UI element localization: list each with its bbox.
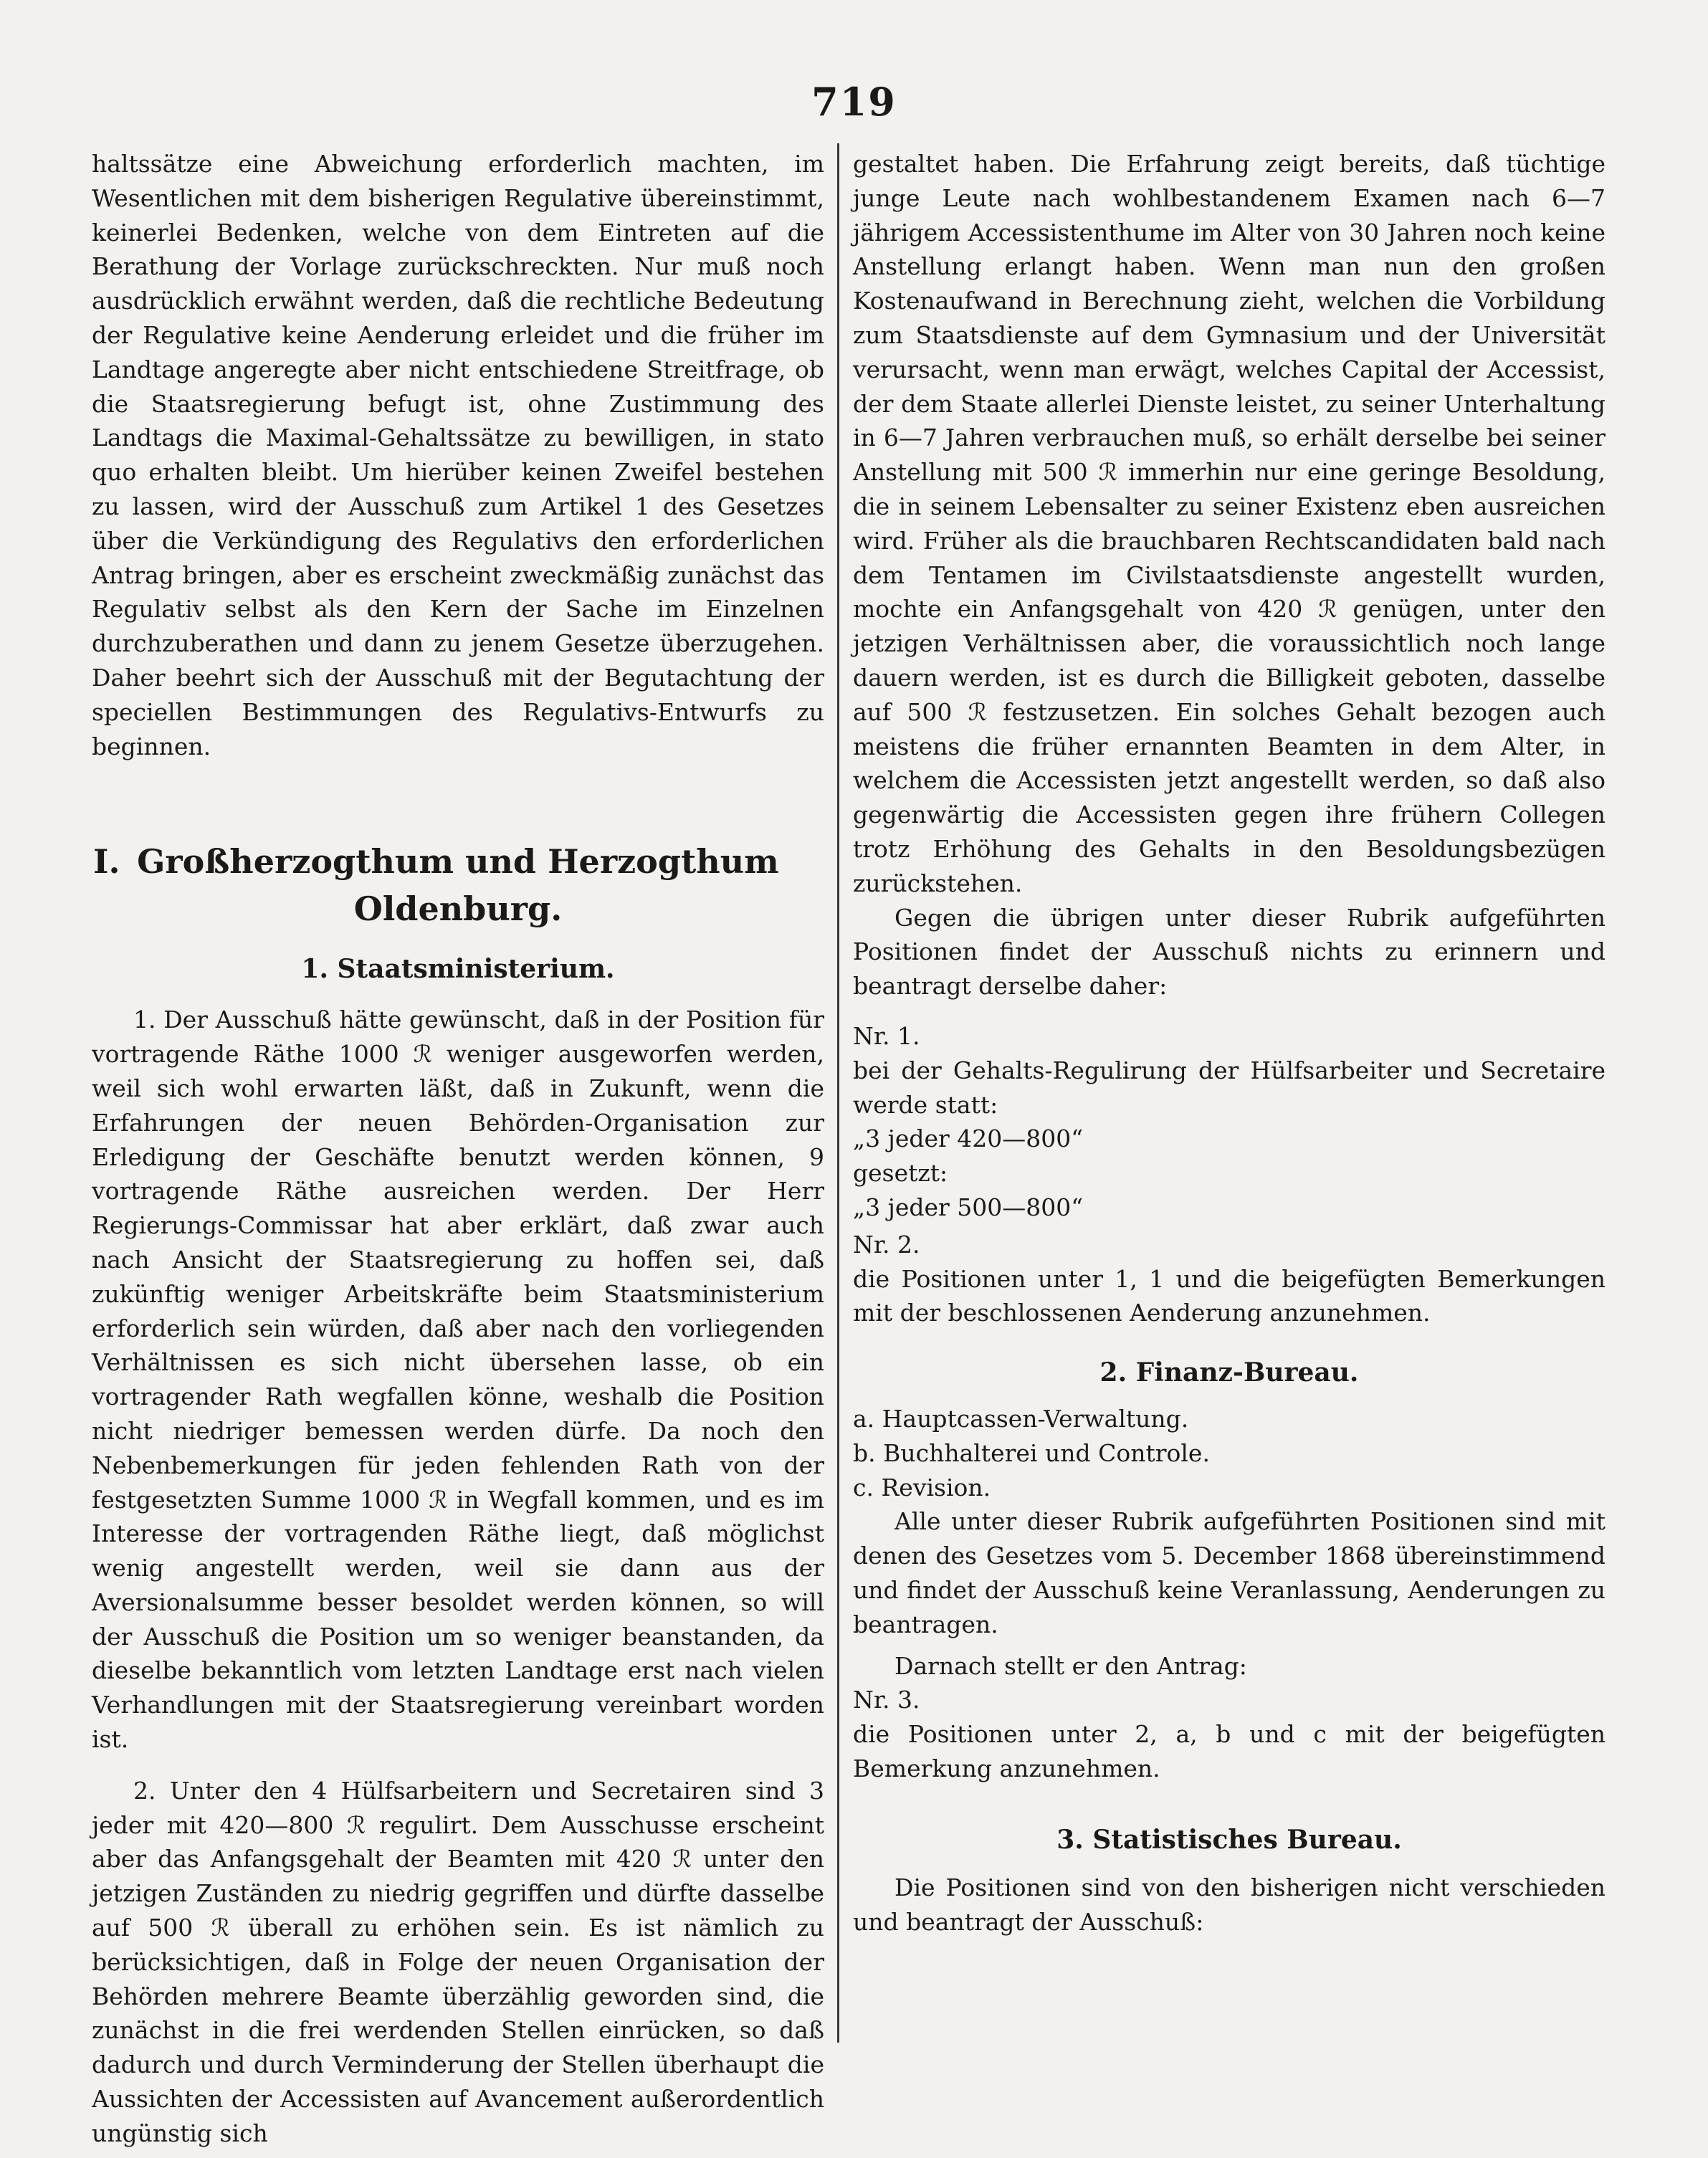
motion-3-text: die Positionen unter 2, a, b und c mit der beigefügten Bemerkung anzunehmen. [853, 1720, 1606, 1783]
right-paragraph-3: Alle unter dieser Rubrik aufgeführten Positionen sind mit denen des Gesetzes vom 5. December 1868 übereinstimmend und findet der Ausschuß keine Veranlassung, Aenderungen zu beantragen. [853, 1507, 1606, 1638]
motion-2-text: die Positionen unter 1, 1 und die beigefügten Bemerkungen mit der beschlossenen Aenderung anzunehmen. [853, 1264, 1606, 1327]
subsection-2-heading: 2. Finanz-Bureau. [1099, 1357, 1359, 1388]
motion-1-quote-new: „3 jeder 500—800“ [853, 1193, 1084, 1221]
list-item-b: b. Buchhalterei und Controle. [853, 1438, 1210, 1467]
section-number: I. [93, 842, 120, 882]
right-paragraph-1: gestaltet haben. Die Erfahrung zeigt bereits, daß tüchtige junge Leute nach wohlbestandenem Examen nach 6—7 jährigem Accessistenthume im Alter von 30 Jahren noch keine Anstellung erlangt haben. Wenn man nun den großen Kostenaufwand in Berechnung zieht, welchen die Vorbildung zum Staatsdienste auf dem Gymnasium und der Universität verursacht, wenn man erwägt, welches Capital der Accessist, der dem Staate allerlei Dienste leistet, zu seiner Unterhaltung in 6—7 Jahren verbrauchen muß, so erhält derselbe bei seiner Anstellung mit 500 ℛ immerhin nur eine geringe Besoldung, die in seinem Lebensalter zu seiner Existenz eben ausreichen wird. Früher als die brauchbaren Rechtscandidaten bald nach dem Tentamen im Civilstaatsdienste angestellt wurden, mochte ein Anfangsgehalt von 420 ℛ genügen, unter den jetzigen Verhältnissen aber, die voraussichtlich noch lange dauern werden, ist es durch die Billigkeit geboten, dasselbe auf 500 ℛ festzusetzen. Ein solches Gehalt bezogen auch meistens die früher ernannten Beamten in dem Alter, in welchem die Accessisten jetzt angestellt werden, so daß also gegenwärtig die Accessisten gegen ihre frühern Collegen trotz Erhöhung des Gehalts in den Besoldungsbezügen zurückstehen. [853, 150, 1606, 897]
subsection-heading: 1. Staatsministerium. [301, 954, 615, 985]
list-item-a: a. Hauptcassen-Verwaltung. [853, 1405, 1189, 1433]
left-column [92, 147, 824, 2151]
paragraph-1: 1. Der Ausschuß hätte gewünscht, daß in der Position für vortragende Räthe 1000 ℛ weniger ausgeworfen werden, weil sich wohl erwarten läßt, daß in Zukunft, wenn die Erfahrungen der neuen Behörden-Organisation zur Erledigung der Geschäfte benutzt werden können, 9 vortragende Räthe ausreichen werden. Der Herr Regierungs-Commissar hat aber erklärt, daß zwar auch nach Ansicht der Staatsregierung zu hoffen sei, daß zukünftig weniger Arbeitskräfte beim Staatsministerium erforderlich sein würden, daß aber nach den vorliegenden Verhältnissen es sich nicht übersehen lasse, ob ein vortragender Rath wegfallen könne, weshalb die Position nicht niedriger bemessen werden dürfe. Da noch den Nebenbemerkungen für jeden fehlenden Rath von der festgesetzten Summe 1000 ℛ in Wegfall kommen, und es im Interesse der vortragenden Räthe liegt, daß möglichst wenig angestellt werden, weil sie dann aus der Aversionalsumme besser besoldet werden können, so will der Ausschuß die Position um so weniger beanstanden, da dieselbe bekanntlich vom letzten Landtage erst nach vielen Verhandlungen mit der Staatsregierung vereinbart worden ist. [92, 1006, 824, 1754]
motion-1-text: bei der Gehalts-Regulirung der Hülfsarbeiter und Secretaire werde statt: [853, 1056, 1606, 1119]
column-divider [837, 143, 839, 2043]
list-item-c: c. Revision. [853, 1473, 991, 1501]
motion-2-label: Nr. 2. [853, 1230, 920, 1259]
paragraph-2: 2. Unter den 4 Hülfsarbeitern und Secretairen sind 3 jeder mit 420—800 ℛ regulirt. Dem Ausschusse erscheint aber das Anfangsgehalt der Beamten mit 420 ℛ unter den jetzigen Zuständen zu niedrig gegriffen und dürfte dasselbe auf 500 ℛ überall zu erhöhen sein. Es ist nämlich zu berücksichtigen, daß in Folge der neuen Organisation der Behörden mehrere Beamte überzählig geworden sind, die zunächst in die frei werdenden Stellen einrücken, so daß dadurch und durch Verminderung der Stellen überhaupt die Aussichten der Accessisten auf Avancement außerordentlich ungünstig sich [92, 1776, 824, 2147]
right-paragraph-5: Die Positionen sind von den bisherigen nicht verschieden und beantragt der Ausschuß: [853, 1873, 1606, 1936]
section-title-line1: Großherzogthum und Herzogthum [137, 842, 779, 882]
motion-1-gesetzt: gesetzt: [853, 1159, 948, 1188]
subsection-3-heading: 3. Statistisches Bureau. [1056, 1824, 1402, 1855]
section-heading [92, 838, 824, 885]
motion-1-quote-old: „3 jeder 420—800“ [853, 1125, 1084, 1153]
right-column [853, 147, 1606, 1939]
right-paragraph-4: Darnach stellt er den Antrag: [894, 1651, 1247, 1680]
page-number: 719 [811, 79, 897, 125]
right-paragraph-2: Gegen die übrigen unter dieser Rubrik aufgeführten Positionen findet der Ausschuß nichts zu erinnern und beantragt derselbe daher: [853, 903, 1606, 1001]
intro-paragraph: haltssätze eine Abweichung erforderlich machten, im Wesentlichen mit dem bisherigen Regulative übereinstimmt, keinerlei Bedenken, welche von dem Eintreten auf die Berathung der Vorlage zurückschreckten. Nur muß noch ausdrücklich erwähnt werden, daß die rechtliche Bedeutung der Regulative keine Aenderung erleidet und die früher im Landtage angeregte aber nicht entschiedene Streitfrage, ob die Staatsregierung befugt ist, ohne Zustimmung des Landtags die Maximal-Gehaltssätze zu bewilligen, in stato quo erhalten bleibt. Um hierüber keinen Zweifel bestehen zu lassen, wird der Ausschuß zum Artikel 1 des Gesetzes über die Verkündigung des Regulativs den erforderlichen Antrag bringen, aber es erscheint zweckmäßig zunächst das Regulativ selbst als den Kern der Sache im Einzelnen durchzuberathen und dann zu jenem Gesetze überzugehen. Daher beehrt sich der Ausschuß mit der Begutachtung der speciellen Bestimmungen des Regulativs-Entwurfs zu beginnen. [92, 150, 824, 760]
motion-1-label: Nr. 1. [853, 1021, 920, 1050]
motion-3-label: Nr. 3. [853, 1686, 920, 1714]
section-title-line2: Oldenburg. [353, 889, 563, 929]
